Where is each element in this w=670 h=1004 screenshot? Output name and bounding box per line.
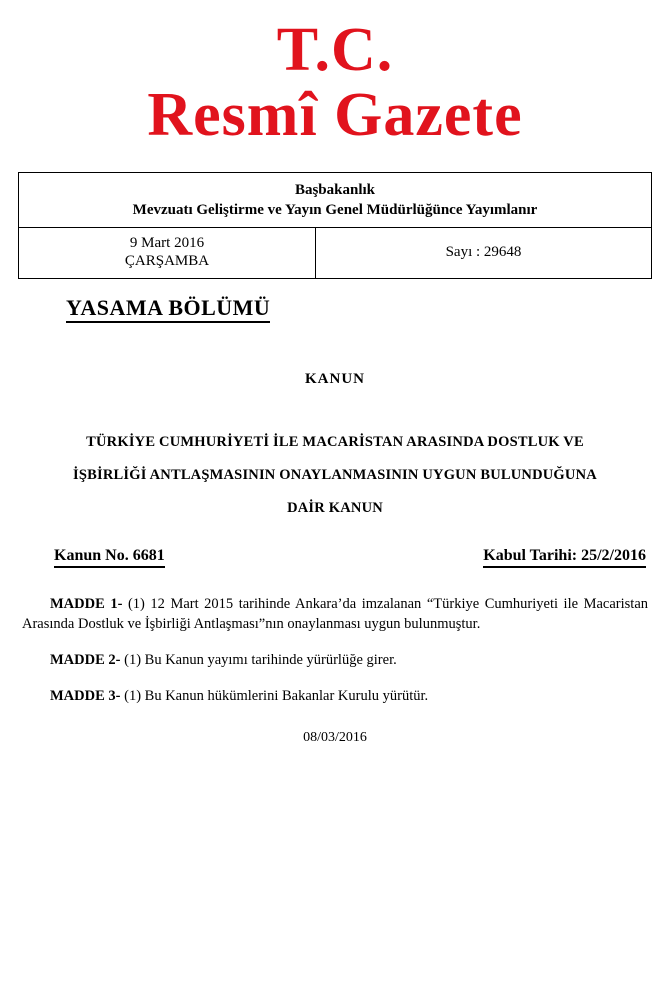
law-number: Kanun No. 6681	[54, 547, 165, 568]
footer-publication-date: 08/03/2016	[303, 730, 367, 745]
organization-name: Başbakanlık	[294, 182, 376, 198]
article-label: MADDE 2-	[50, 652, 121, 668]
issue-number: Sayı : 29648	[445, 244, 522, 260]
article-label: MADDE 3-	[50, 688, 121, 704]
article-item	[22, 686, 648, 706]
article-text: (1) Bu Kanun hükümlerini Bakanlar Kurulu yürütür.	[120, 688, 429, 704]
article-text: (1) 12 Mart 2015 tarihinde Ankara’da imzalanan “Türkiye Cumhuriyeti ile Macaristan Arasında Dostluk ve İşbirliği Antlaşması”nın onaylanması uygun bulunmuştur.	[22, 596, 649, 632]
article-text: (1) Bu Kanun yayımı tarihinde yürürlüğe girer.	[120, 652, 397, 668]
law-title	[0, 426, 670, 525]
header-bottom	[19, 228, 651, 278]
article-label: MADDE 1-	[50, 596, 123, 612]
kanun-label: KANUN	[305, 371, 365, 387]
header-top	[19, 173, 651, 228]
department-name: Mevzuatı Geliştirme ve Yayın Genel Müdürlüğünce Yayımlanır	[132, 202, 538, 218]
publication-weekday: ÇARŞAMBA	[124, 253, 210, 269]
masthead-tc: T.C.	[276, 16, 394, 84]
section-title-text: YASAMA BÖLÜMÜ	[66, 295, 270, 323]
law-acceptance-date: Kabul Tarihi: 25/2/2016	[483, 547, 646, 568]
article-item	[22, 650, 648, 670]
header-box	[18, 172, 652, 279]
law-title-line-2: İŞBİRLİĞİ ANTLAŞMASININ ONAYLANMASININ UYGUN BULUNDUĞUNA	[73, 467, 597, 483]
articles-list	[22, 594, 648, 706]
law-title-line-3: DAİR KANUN	[287, 500, 383, 516]
law-meta	[54, 547, 646, 568]
publication-date: 9 Mart 2016	[129, 235, 205, 251]
article-item	[22, 594, 648, 634]
section-title	[0, 295, 670, 321]
masthead	[0, 0, 670, 148]
publication-date-cell	[19, 228, 316, 278]
masthead-resmi-gazete: Resmî Gazete	[147, 81, 523, 149]
law-title-line-1: TÜRKİYE CUMHURİYETİ İLE MACARİSTAN ARASINDA DOSTLUK VE	[86, 434, 584, 450]
